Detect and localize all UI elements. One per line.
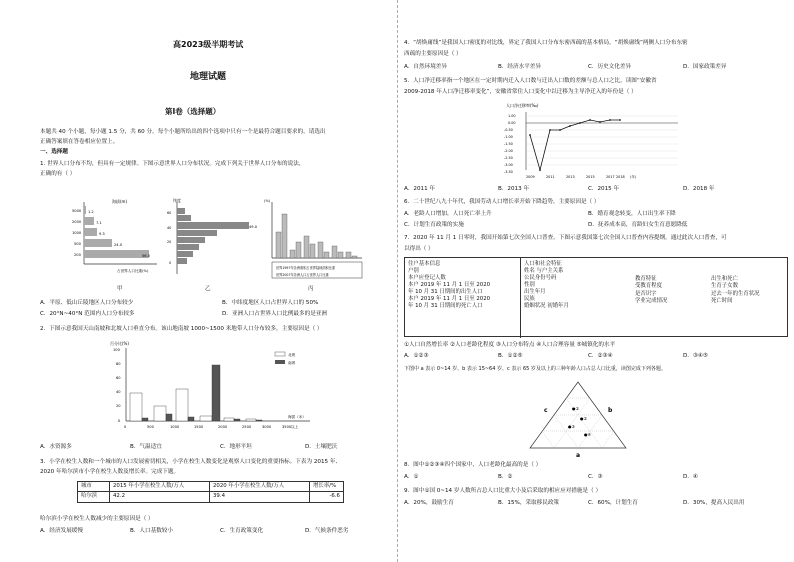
q1-label-jia: 甲 [117, 286, 123, 292]
q5-stem-1: 5．人口净迁移率指一个地区在一定时期内迁入人口数与迁出人口数的差额与总人口之比，读图“安徽省 [404, 78, 657, 84]
q6-option-b[interactable]: B．婚育观念转变，人口出生率下降 [588, 211, 676, 217]
svg-text:(年): (年) [630, 175, 637, 179]
q9-stem: 9．图中①国 0~14 岁人数所占总人口比重大小及后采取的相应应对措施是（ ） [404, 488, 602, 494]
q8-option-a[interactable]: A．① [404, 474, 419, 480]
q7-option-a[interactable]: A．①②③ [404, 353, 429, 359]
svg-text:60: 60 [167, 211, 172, 215]
svg-text:南坡: 南坡 [288, 361, 296, 365]
svg-text:百分比(%): 百分比(%) [110, 341, 129, 346]
svg-text:-3.50: -3.50 [504, 170, 513, 174]
q4-option-a[interactable]: A．自然环境差异 [404, 64, 447, 70]
section-intro-1: 本题共 40 个小题，每小题 1.5 分，共 60 分。每个小题所给出的四个选项中只有一个是最符合题目要求的，请选出 [40, 129, 326, 135]
svg-text:80: 80 [116, 362, 121, 366]
q1-chart-bing [262, 196, 366, 286]
svg-text:c: c [544, 407, 548, 414]
q8-point-2: ●② [580, 416, 588, 421]
q3-option-b[interactable]: B．人口基数较小 [130, 528, 173, 534]
q2-option-a[interactable]: A．水资源多 [40, 444, 72, 450]
q1-option-c[interactable]: C．20°N~40°N 范围内人口分布较多 [40, 311, 135, 317]
svg-text:世界2007年各洲人口占世界人口比重: 世界2007年各洲人口占世界人口比重 [276, 273, 329, 277]
q9-option-a[interactable]: A．20%，鼓励生育 [404, 500, 454, 506]
q4-stem-1: 4．“胡焕庸线”是我国人口密度的对比线，界定了我国人口分布东密西疏的基本格局。“胡焕庸线”两侧人口分布东密 [404, 40, 688, 46]
q1-option-b[interactable]: B．中纬度地区人口占世界人口的 50% [222, 300, 319, 306]
svg-text:7.1: 7.1 [96, 221, 102, 225]
q3-city: 哈尔滨 [78, 492, 110, 502]
q7-census-box [404, 257, 788, 337]
svg-text:-1.50: -1.50 [504, 142, 513, 146]
svg-text:100: 100 [113, 348, 120, 352]
svg-text:b: b [608, 407, 613, 414]
q1-chart-jia [72, 196, 160, 282]
svg-text:0: 0 [169, 261, 172, 265]
q4-option-c[interactable]: C．历史文化差异 [588, 64, 632, 70]
q2-option-c[interactable]: C．地形平坦 [220, 444, 252, 450]
svg-text:0: 0 [118, 419, 121, 423]
section-title: 第Ⅰ卷（选择题） [165, 107, 221, 116]
q7-col-education: 教育特征 受教育程度 是否识字 学业完成情况 [635, 276, 668, 304]
q5-stem-2: 2009-2018 年人口净迁移率变化”，安徽省常住人口变化中以迁移为主导净迁入的年份是（ ） [404, 89, 637, 95]
svg-text:49.0: 49.0 [249, 225, 258, 229]
svg-text:20: 20 [116, 404, 121, 408]
q3-option-d[interactable]: D．气候条件恶劣 [305, 528, 349, 534]
svg-text:0: 0 [124, 425, 127, 429]
q1-stem-1: 1. 世界人口分布不均，但具有一定规律。下图示意世界人口分布状况。完成下列关于世界人口分布的说法， [40, 161, 305, 167]
q9-option-c[interactable]: C．60%，计划生育 [588, 500, 638, 506]
svg-text:-0.50: -0.50 [504, 128, 513, 132]
q8-intro: 下图中 a 表示 0~14 岁、b 表示 15~64 岁、c 表示 65 岁及以上的三种年龄人口占总人口比重，读图完成下列各题。 [404, 366, 666, 372]
q8-option-d[interactable]: D．④ [683, 474, 698, 480]
q1-label-yi: 乙 [205, 286, 211, 292]
svg-text:2018: 2018 [616, 175, 625, 179]
section-heading: 一、选择题 [40, 149, 68, 155]
svg-text:0.00: 0.00 [508, 121, 516, 125]
svg-text:2011: 2011 [546, 175, 555, 179]
q2-option-b[interactable]: B．气温适宜 [130, 444, 162, 450]
svg-text:1000: 1000 [72, 231, 82, 235]
svg-text:1500: 1500 [194, 425, 204, 429]
svg-text:1.2: 1.2 [88, 210, 94, 214]
q5-option-d[interactable]: D．2018 年 [683, 186, 715, 192]
q8-option-b[interactable]: B．② [498, 474, 513, 480]
q5-option-c[interactable]: C．2015 年 [588, 186, 620, 192]
q1-option-d[interactable]: D．亚洲人口占世界人口比例最多的是亚洲 [222, 311, 327, 317]
q4-option-d[interactable]: D．国家政策差异 [683, 64, 727, 70]
q3-table: 城市 2015 年小学在校生人数/万人 2020 年小学在校生人数/万人 增长率/% 哈尔滨 42.2 39.4 -6.6 [77, 481, 344, 503]
subject-title: 地理试题 [190, 72, 227, 82]
jia-bar-4 [84, 239, 112, 247]
q1-label-bing: 丙 [308, 286, 314, 292]
q7-items: ①人口自然增长率 ②人口老龄化程度 ③人口分布特点 ④人口合理容量 ⑤城镇化的水平 [404, 342, 616, 348]
svg-text:56.5: 56.5 [142, 254, 151, 258]
q3-stem-2: 2020 年哈尔滨市小学在校生人数及增长率。完成下题。 [40, 469, 180, 475]
svg-text:占世界人口比重(%): 占世界人口比重(%) [117, 269, 149, 273]
q8-point-4: ●④ [584, 432, 592, 437]
q4-stem-2: 西疏的主要原因是（ ） [404, 51, 462, 57]
svg-text:3000: 3000 [262, 425, 272, 429]
yi-bar-main [177, 222, 249, 229]
q6-option-a[interactable]: A．老龄人口增加，人口死亡率上升 [404, 211, 492, 217]
q5-option-b[interactable]: B．2013 年 [498, 186, 530, 192]
svg-text:2500: 2500 [242, 425, 252, 429]
q1-stem-2: 正确的有（ ） [40, 171, 76, 177]
svg-text:24.0: 24.0 [114, 243, 123, 247]
right-column [398, 0, 794, 562]
q2-chart [110, 338, 330, 438]
school-title: 高2023级半期考试 [173, 40, 244, 49]
svg-text:世界1997年各洲面积占世界陆地面积比重: 世界1997年各洲面积占世界陆地面积比重 [276, 266, 336, 270]
q5-chart [498, 100, 698, 182]
svg-text:2013: 2013 [566, 175, 575, 179]
svg-text:9.3: 9.3 [99, 232, 105, 236]
q3-option-c[interactable]: C．生育政策变化 [220, 528, 264, 534]
q3-question: 哈尔滨小学在校生人数减少的主要原因是（ ） [40, 516, 154, 522]
svg-text:1000: 1000 [170, 425, 180, 429]
svg-text:-1.00: -1.00 [504, 135, 513, 139]
svg-text:北坡: 北坡 [288, 353, 296, 357]
q8-stem: 8．图中①②③④四个国家中，人口老龄化最高的是（ ） [404, 462, 542, 468]
q7-stem-1: 7．2020 年 11 月 1 日零时，我国开始第七次全国人口普查。下图示意我国第七次全国人口普查内容提纲。通过此次人口普查，可 [404, 235, 727, 241]
jia-bar-5 [84, 250, 149, 258]
q7-col-household: 住户基本信息 户别 本户应登记人数 本户 2019 年 11 月 1 日至 2020 年 10 月 31 日期间的出生人口 本户 2019 年 11 月 1 日至 2020 年 10 月 31 日期间的死亡人口 [408, 261, 491, 310]
q7-stem-2: 以得出（ ） [404, 246, 434, 252]
svg-text:2009: 2009 [526, 175, 535, 179]
q8-option-c[interactable]: C．③ [588, 474, 603, 480]
jia-bar-3 [84, 228, 97, 236]
svg-text:2017: 2017 [606, 175, 615, 179]
svg-text:纬度: 纬度 [173, 198, 181, 203]
q1-chart-yi [163, 196, 263, 282]
svg-text:500: 500 [74, 242, 81, 246]
svg-text:a: a [576, 452, 581, 458]
q5-option-a[interactable]: A．2011 年 [404, 186, 436, 192]
svg-text:1.00: 1.00 [508, 114, 516, 118]
svg-text:-2.50: -2.50 [504, 156, 513, 160]
q9-option-d[interactable]: D．30%，提高人民出用 [683, 500, 745, 506]
q6-option-d[interactable]: D．抚养成本高，育龄妇女生育意愿降低 [588, 222, 688, 228]
q6-stem: 6．二十世纪八九十年代，我国劳动人口增长率开始下降趋势，主要原因是（ ） [404, 199, 600, 205]
svg-text:500: 500 [147, 425, 154, 429]
q7-option-c[interactable]: C．②③④ [588, 353, 613, 359]
q7-col-birth-death: 出生和死亡 生育子女数 过去一年的生育状况 死亡时间 [711, 276, 760, 304]
q3-option-a[interactable]: A．经济发展缓慢 [40, 528, 83, 534]
svg-text:5000: 5000 [72, 209, 82, 213]
q8-point-3: ●③ [568, 424, 576, 429]
svg-text:2000: 2000 [218, 425, 228, 429]
section-intro-2: 正确答案填在答卷相应位置上。 [40, 139, 119, 145]
svg-text:60: 60 [116, 376, 121, 380]
svg-text:人口净迁移率(‰): 人口净迁移率(‰) [506, 103, 539, 108]
svg-text:2000: 2000 [72, 220, 82, 224]
svg-text:40: 40 [116, 390, 121, 394]
svg-text:20: 20 [167, 240, 172, 244]
svg-text:-2.00: -2.00 [504, 149, 513, 153]
svg-text:200: 200 [74, 253, 81, 257]
svg-text:40: 40 [167, 226, 172, 230]
svg-text:-3.00: -3.00 [504, 163, 513, 167]
q7-option-b[interactable]: B．①②⑤ [498, 353, 523, 359]
svg-text:3500以上: 3500以上 [282, 425, 299, 429]
q4-option-b[interactable]: B．经济水平差异 [498, 64, 541, 70]
q9-option-b[interactable]: B．15%，采取移民政策 [498, 500, 560, 506]
q8-point-1: ●① [572, 406, 580, 411]
q2-option-d[interactable]: D．土壤肥沃 [305, 444, 338, 450]
svg-text:海拔(m): 海拔(m) [112, 199, 128, 204]
jia-bar-1 [84, 206, 86, 214]
svg-text:海拔（米）: 海拔（米） [288, 415, 306, 419]
q7-option-d[interactable]: D．③④⑤ [683, 353, 708, 359]
svg-text:2015: 2015 [586, 175, 595, 179]
q2-stem: 2．下图示意我国天山南坡和北坡人口垂直分布。该山地南坡 1000~1500 米地带人口分布较多，主要原因是（ ） [40, 326, 323, 332]
svg-text:(%): (%) [264, 199, 271, 203]
q3-stem-1: 3．小学在校生人数和一个城市的人口发展密切相关，小学在校生人数变化是观察人口变化的重要指标。下表为 2015 年、 [40, 459, 342, 465]
q7-col-social: 人口和社会特征 姓名 与户主关系 公民身份号码 性别 出生年月 民族 婚姻状况 初婚年月 [524, 261, 569, 310]
q8-ternary-chart [518, 378, 638, 458]
jia-bar-2 [84, 217, 94, 225]
q6-option-c[interactable]: C．计划生育政策的实施 [404, 222, 464, 228]
q1-option-a[interactable]: A．平原、低山丘陵地区人口分布较少 [40, 300, 134, 306]
